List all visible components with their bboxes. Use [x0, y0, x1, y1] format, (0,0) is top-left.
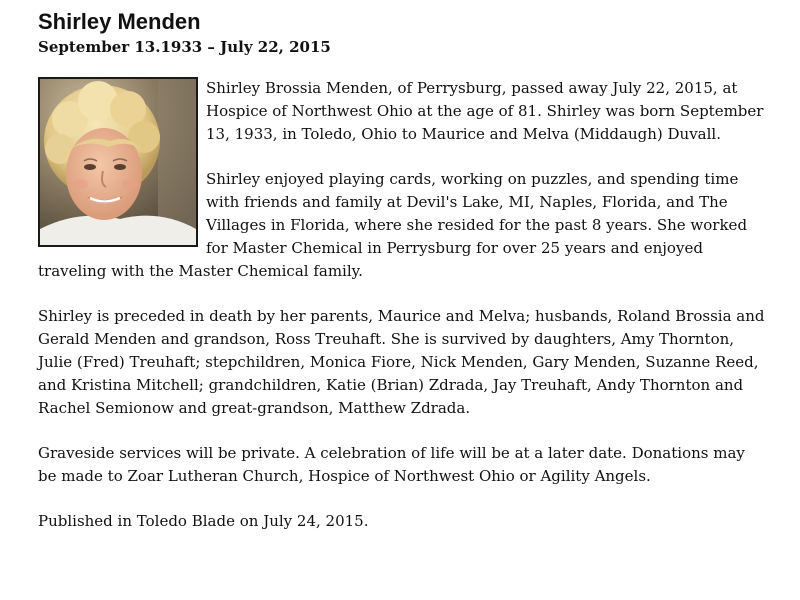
portrait-photo-icon — [40, 79, 196, 245]
paragraph-services: Graveside services will be private. A celebration of life will be at a later date. Donations may be made to Zoar Lutheran Church, Hospice of Northwest Ohio or Agility Angels. — [38, 444, 745, 485]
life-dates: September 13.1933 – July 22, 2015 — [38, 38, 331, 56]
paragraph-intro: Shirley Brossia Menden, of Perrysburg, passed away July 22, 2015, at Hospice of Northwest Ohio at the age of 81. Shirley was born September 13, 1933, in Toledo, Ohio to Maurice and Melva (Middaugh) Duvall. — [206, 79, 764, 143]
paragraph-family: Shirley is preceded in death by her parents, Maurice and Melva; husbands, Roland Brossia and Gerald Menden and grandson, Ross Treuhaft. She is survived by daughters, Amy Thornton, Julie (Fred) Treuhaft; stepchildren, Monica Fiore, Nick Menden, Gary Menden, Suzanne Reed, and Kristina Mitchell; grandchildren, Katie (Brian) Zdrada, Jay Treuhaft, Andy Thornton and Rachel Semionow and great-grandson, Matthew Zdrada. — [38, 307, 765, 417]
obituary-page — [38, 8, 768, 555]
obituary-body — [38, 77, 768, 533]
deceased-name: Shirley Menden — [38, 9, 201, 34]
paragraph-published: Published in Toledo Blade on July 24, 2015. — [38, 512, 369, 530]
portrait-photo — [38, 77, 198, 247]
paragraph-life: Shirley enjoyed playing cards, working on puzzles, and spending time with friends and family at Devil's Lake, MI, Naples, Florida, and The Villages in Florida, where she resided for the past 8 years. She worked for Master Chemical in Perrysburg for over 25 years and enjoyed traveling with the Master Chemical family. — [38, 170, 748, 280]
